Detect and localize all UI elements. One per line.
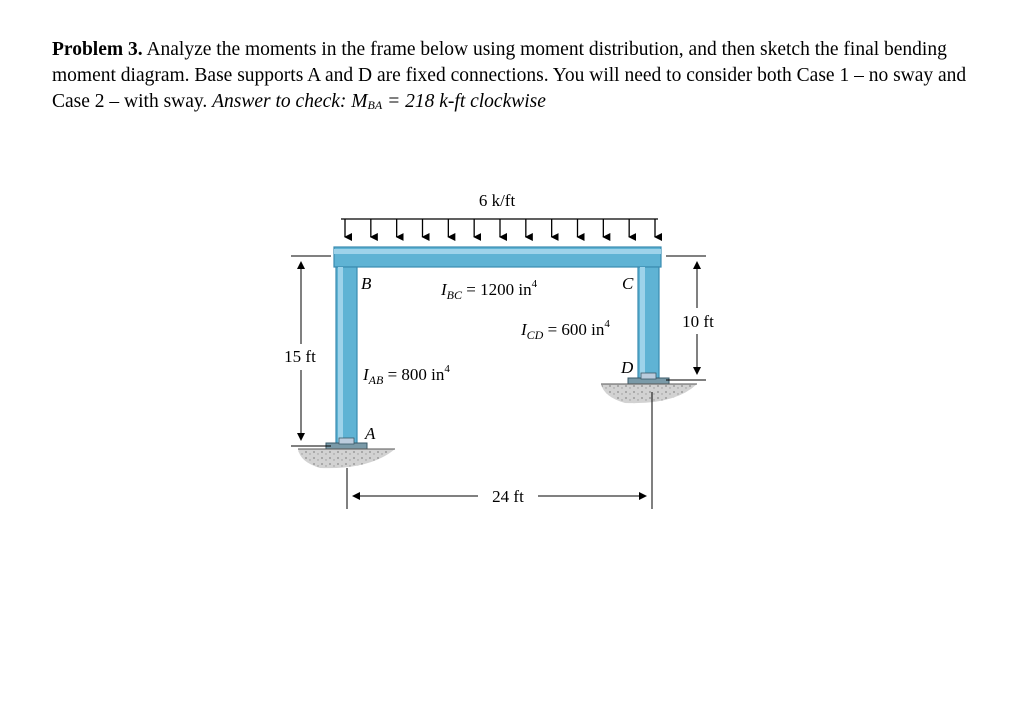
node-label-a: A (365, 424, 376, 443)
ground-a (298, 449, 395, 468)
column-cd (638, 267, 659, 380)
dimension-right-height-label: 10 ft (682, 312, 714, 331)
answer-check-subscript: BA (367, 98, 383, 112)
problem-body: Analyze the moments in the frame below using moment distribution, and then sketch the final bending moment diagram. Base supports A and D are fixed connections. You will need to consider both Case 1 – no sway and Case 2 – with sway. (52, 39, 967, 112)
ground-d (601, 384, 697, 403)
beam-bc (334, 247, 661, 267)
dimension-left-height-label: 15 ft (284, 347, 316, 366)
moi-label-bc: $I_{BC} = 1200$ $in^4$ (441, 278, 538, 302)
base-plate-a (326, 438, 367, 449)
base-plate-d (628, 373, 669, 384)
node-label-c: C (622, 274, 634, 293)
answer-check-value: = 218 k-ft clockwise (382, 91, 546, 112)
node-label-d: D (621, 358, 634, 377)
problem-label: Problem 3. (52, 39, 143, 60)
load-arrows (345, 219, 655, 237)
moi-label-ab: $I_{AB} = 800$ $in^4$ (363, 363, 450, 387)
column-ab (336, 267, 357, 445)
answer-check-prefix: Answer to check: M (212, 91, 368, 112)
dimension-span-label: 24 ft (492, 487, 524, 506)
load-label: 6 k/ft (478, 191, 516, 210)
node-label-b: B (361, 274, 372, 293)
moi-label-cd: $I_{CD} = 600$ $in^4$ (521, 318, 610, 342)
